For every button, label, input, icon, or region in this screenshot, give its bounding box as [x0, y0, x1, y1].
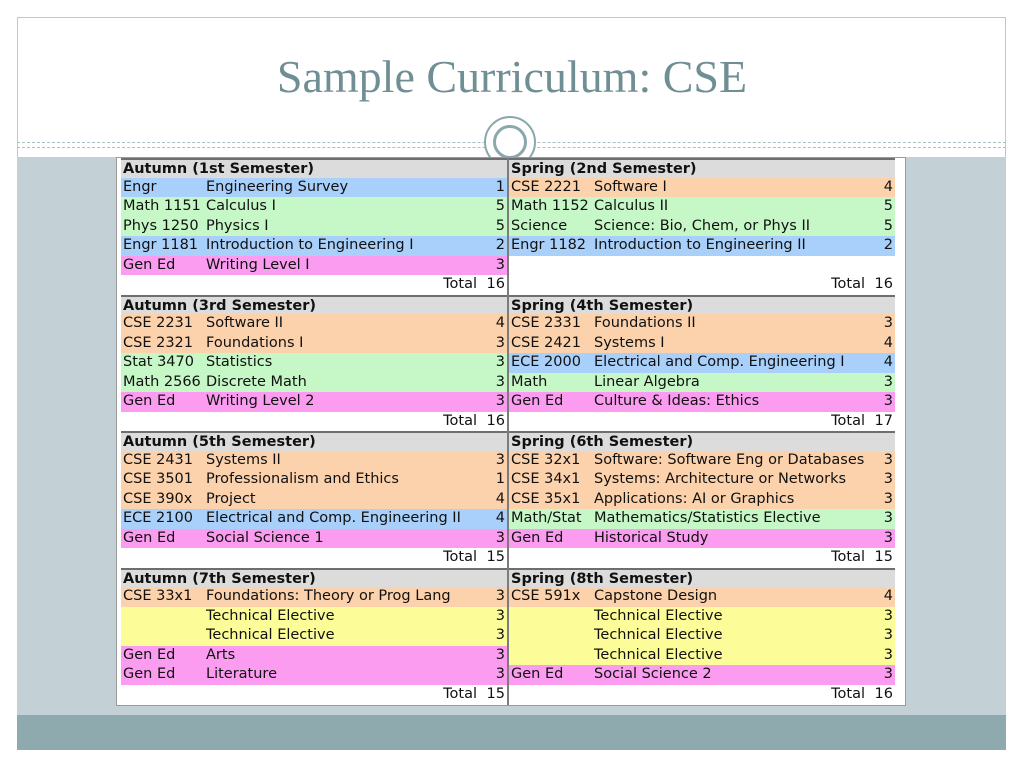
course-name: Foundations I	[206, 334, 304, 351]
semester-heading: Autumn (5th Semester)	[121, 431, 507, 451]
course-credits: 3	[883, 627, 893, 643]
course-code: CSE 32x1	[511, 451, 581, 468]
course-code: CSE 34x1	[511, 471, 581, 487]
course-row	[121, 217, 507, 237]
course-name: Software II	[206, 315, 284, 331]
course-name: Social Science 2	[594, 666, 712, 682]
course-code: Engr	[123, 178, 157, 195]
course-row	[121, 626, 507, 646]
course-credits: 3	[883, 451, 893, 468]
curriculum-table	[116, 157, 906, 706]
course-code: Gen Ed	[123, 256, 176, 273]
course-name: Technical Elective	[594, 607, 723, 624]
course-credits: 3	[883, 529, 893, 546]
course-code: CSE 390x	[123, 490, 193, 507]
course-code: ECE 2000	[511, 354, 581, 370]
total-value: 16	[486, 276, 505, 292]
total-value: 15	[486, 549, 505, 565]
semester-heading: Spring (8th Semester)	[509, 568, 895, 588]
course-name: Electrical and Comp. Engineering I	[594, 354, 845, 370]
course-credits: 3	[883, 666, 893, 682]
course-credits: 3	[495, 256, 505, 273]
total-value: 16	[486, 412, 505, 429]
total-value: 16	[874, 276, 893, 292]
course-name: Calculus II	[594, 198, 669, 214]
course-credits: 5	[883, 198, 893, 214]
course-row	[121, 314, 507, 334]
total-label: Total	[831, 685, 865, 702]
course-name: Systems II	[206, 451, 281, 468]
course-row	[121, 451, 507, 471]
course-credits: 1	[495, 471, 505, 487]
course-credits: 2	[883, 237, 893, 253]
course-name: Culture & Ideas: Ethics	[594, 393, 760, 409]
course-code: Math	[511, 373, 548, 390]
semester-total-row	[509, 275, 895, 295]
course-row	[509, 509, 895, 529]
course-code: CSE 2431	[123, 451, 194, 468]
course-credits: 3	[883, 373, 893, 390]
semester-heading: Spring (4th Semester)	[509, 295, 895, 315]
course-code: Gen Ed	[511, 529, 564, 546]
course-row	[121, 392, 507, 412]
course-code	[121, 626, 206, 646]
course-credits: 4	[883, 354, 893, 370]
course-row	[509, 587, 895, 607]
course-credits: 4	[495, 315, 505, 331]
course-code: Gen Ed	[123, 666, 176, 682]
course-name: Introduction to Engineering II	[594, 237, 806, 253]
semester-heading: Autumn (7th Semester)	[121, 568, 507, 588]
course-name: Introduction to Engineering I	[206, 237, 414, 253]
semester-total-row	[121, 548, 507, 568]
course-code: Gen Ed	[123, 646, 176, 663]
course-credits: 4	[495, 510, 505, 526]
course-row	[509, 178, 895, 198]
semester-total-row	[509, 685, 895, 705]
course-row	[509, 470, 895, 490]
course-credits: 4	[495, 490, 505, 507]
course-code: CSE 2421	[511, 334, 582, 351]
course-credits: 3	[495, 451, 505, 468]
course-code: CSE 35x1	[511, 490, 581, 507]
total-label: Total	[443, 412, 477, 429]
course-name: Electrical and Comp. Engineering II	[206, 510, 461, 526]
course-credits: 5	[495, 217, 505, 234]
course-row	[509, 490, 895, 510]
course-credits: 4	[883, 334, 893, 351]
course-name: Historical Study	[594, 529, 709, 546]
course-name: Software: Software Eng or Databases	[594, 451, 865, 468]
course-name: Systems: Architecture or Networks	[594, 471, 847, 487]
semester-total-row	[509, 548, 895, 568]
course-code: Gen Ed	[123, 393, 176, 409]
course-code: Stat 3470	[123, 354, 194, 370]
total-value: 15	[874, 549, 893, 565]
course-row	[509, 256, 895, 276]
course-name: Technical Elective	[594, 646, 723, 663]
course-name: Writing Level 2	[206, 393, 315, 409]
course-row	[509, 353, 895, 373]
course-row	[121, 529, 507, 549]
course-row	[121, 587, 507, 607]
course-row	[121, 236, 507, 256]
course-credits: 2	[495, 237, 505, 253]
course-name: Linear Algebra	[594, 373, 700, 390]
course-row	[509, 529, 895, 549]
course-row	[509, 607, 895, 627]
footer-band	[17, 715, 1006, 750]
course-row	[509, 451, 895, 471]
course-code	[509, 626, 594, 646]
total-label: Total	[443, 685, 477, 702]
course-code: Math 1151	[123, 198, 201, 214]
course-name: Physics I	[206, 217, 269, 234]
slide-title: Sample Curriculum: CSE	[276, 51, 748, 102]
course-row	[121, 334, 507, 354]
course-name: Mathematics/Statistics Elective	[594, 510, 821, 526]
course-row	[509, 392, 895, 412]
course-credits: 4	[883, 178, 893, 195]
course-code: Gen Ed	[123, 529, 176, 546]
course-credits: 4	[883, 588, 893, 604]
course-credits: 3	[495, 393, 505, 409]
semester-total-row	[121, 685, 507, 705]
course-code: Gen Ed	[511, 666, 564, 682]
course-credits	[871, 256, 895, 276]
course-name: Literature	[206, 666, 277, 682]
course-name: Professionalism and Ethics	[206, 471, 399, 487]
semester-total-row	[121, 275, 507, 295]
course-credits: 3	[495, 666, 505, 682]
course-credits: 3	[883, 393, 893, 409]
course-name: Social Science 1	[206, 529, 324, 546]
course-code: Gen Ed	[511, 393, 564, 409]
course-row	[121, 353, 507, 373]
course-name: Arts	[206, 646, 236, 663]
semester-heading: Spring (6th Semester)	[509, 431, 895, 451]
course-credits: 3	[495, 627, 505, 643]
course-row	[121, 490, 507, 510]
total-label: Total	[443, 276, 477, 292]
course-name: Engineering Survey	[206, 178, 349, 195]
course-code: Phys 1250	[123, 217, 199, 234]
course-row	[509, 646, 895, 666]
course-name: Calculus I	[206, 198, 276, 214]
course-row	[121, 665, 507, 685]
course-code	[509, 256, 594, 276]
course-code	[509, 646, 594, 666]
autumn-column	[121, 158, 507, 705]
course-credits: 3	[495, 373, 505, 390]
course-row	[121, 197, 507, 217]
course-name: Discrete Math	[206, 373, 307, 390]
course-credits: 3	[883, 510, 893, 526]
course-name: Applications: AI or Graphics	[594, 490, 795, 507]
course-name: Science: Bio, Chem, or Phys II	[594, 217, 811, 234]
course-credits: 3	[495, 354, 505, 370]
course-row	[121, 256, 507, 276]
course-row	[509, 373, 895, 393]
course-code: ECE 2100	[123, 510, 193, 526]
course-row	[121, 373, 507, 393]
course-code: CSE 2321	[123, 334, 194, 351]
course-row	[509, 217, 895, 237]
semester-heading: Autumn (1st Semester)	[121, 158, 507, 178]
course-credits: 1	[495, 178, 505, 195]
course-row	[121, 178, 507, 198]
course-row	[121, 470, 507, 490]
course-row	[509, 236, 895, 256]
course-name: Technical Elective	[594, 627, 723, 643]
course-row	[509, 626, 895, 646]
course-name: Software I	[594, 178, 667, 195]
course-row	[509, 197, 895, 217]
semester-total-row	[121, 412, 507, 432]
course-name: Technical Elective	[206, 607, 335, 624]
course-credits: 3	[495, 607, 505, 624]
course-credits: 3	[495, 334, 505, 351]
course-credits: 3	[495, 529, 505, 546]
course-name: Foundations II	[594, 315, 696, 331]
course-name	[594, 256, 871, 276]
course-row	[509, 334, 895, 354]
total-label: Total	[831, 549, 865, 565]
spring-column	[507, 158, 895, 705]
course-name: Foundations: Theory or Prog Lang	[206, 588, 451, 604]
course-code: CSE 2221	[511, 178, 582, 195]
course-code: CSE 3501	[123, 471, 194, 487]
course-name: Statistics	[206, 354, 273, 370]
course-code	[121, 607, 206, 627]
course-name: Capstone Design	[594, 588, 718, 604]
course-name: Writing Level I	[206, 256, 310, 273]
total-value: 15	[486, 685, 505, 702]
course-code: CSE 33x1	[123, 588, 193, 604]
semester-heading: Spring (2nd Semester)	[509, 158, 895, 178]
course-code	[509, 607, 594, 627]
course-credits: 5	[883, 217, 893, 234]
total-label: Total	[443, 549, 477, 565]
course-credits: 3	[883, 315, 893, 331]
course-credits: 3	[883, 490, 893, 507]
course-row	[509, 665, 895, 685]
course-code: Science	[511, 217, 568, 234]
course-row	[121, 646, 507, 666]
semester-total-row	[509, 412, 895, 432]
course-credits: 5	[495, 198, 505, 214]
total-value: 16	[874, 685, 893, 702]
course-credits: 3	[495, 588, 505, 604]
course-code: CSE 591x	[511, 588, 581, 604]
course-code: Engr 1182	[511, 237, 587, 253]
course-row	[509, 314, 895, 334]
semester-heading: Autumn (3rd Semester)	[121, 295, 507, 315]
course-row	[121, 509, 507, 529]
total-label: Total	[831, 412, 865, 429]
course-name: Technical Elective	[206, 627, 335, 643]
course-credits: 3	[883, 471, 893, 487]
course-credits: 3	[883, 646, 893, 663]
course-code: Math 1152	[511, 198, 589, 214]
course-credits: 3	[883, 607, 893, 624]
course-code: Math/Stat	[511, 510, 582, 526]
course-code: CSE 2331	[511, 315, 582, 331]
course-name: Systems I	[594, 334, 665, 351]
total-value: 17	[874, 412, 893, 429]
total-label: Total	[831, 276, 865, 292]
course-name: Project	[206, 490, 256, 507]
course-row	[121, 607, 507, 627]
course-code: Engr 1181	[123, 237, 199, 253]
course-credits: 3	[495, 646, 505, 663]
course-code: Math 2566	[123, 373, 201, 390]
course-code: CSE 2231	[123, 315, 194, 331]
